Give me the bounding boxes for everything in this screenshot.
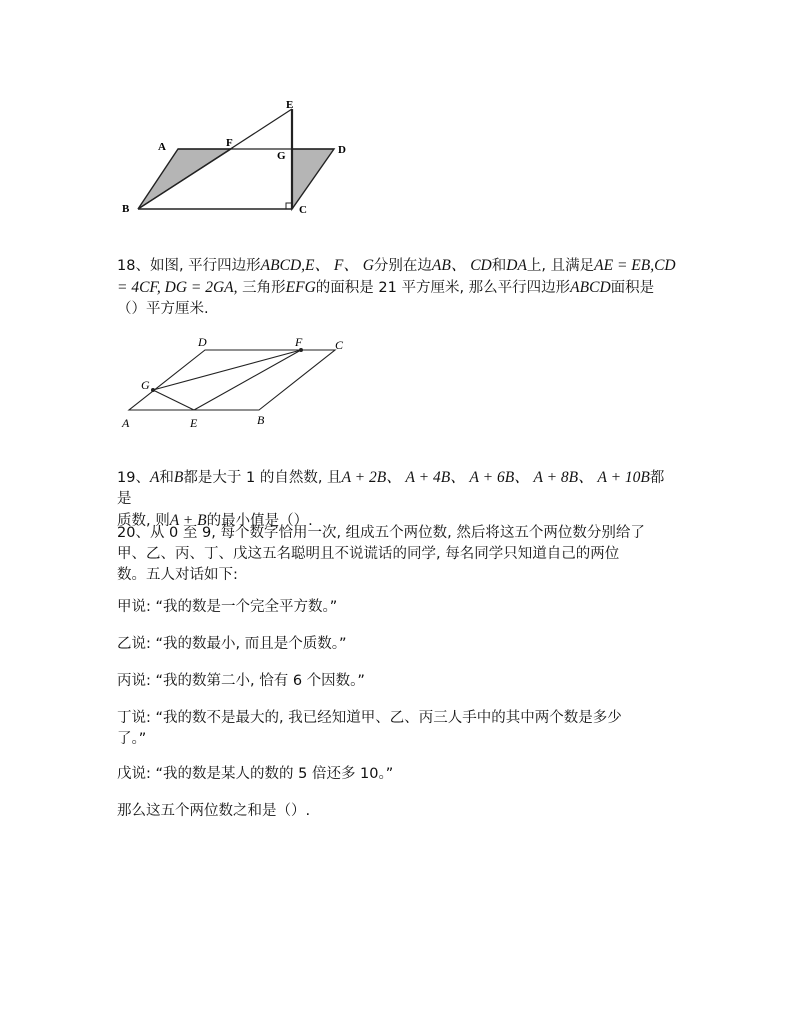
q18-text: （）平方厘米. [117, 301, 209, 317]
q19-text: 都是 [117, 470, 665, 507]
label-a: A [158, 141, 166, 153]
q19-math: B [173, 469, 184, 486]
q19-text: 质数, 则 [117, 513, 170, 529]
q19-text: 都是大于 1 的自然数, 且 [183, 470, 342, 486]
q18-text: 面积是 [610, 280, 655, 296]
question-20-intro: 20、从 0 至 9, 每个数字恰用一次, 组成五个两位数, 然后将这五个两位数分别给了 甲、乙、丙、丁、戊这五名聪明且不说谎话的同学, 每名同学只知道自己的两位 数。五人对话如下: [117, 525, 645, 583]
line-ef [194, 350, 301, 410]
question-20-ask: 那么这五个两位数之和是（）. [117, 803, 311, 819]
q18-text: 三角形 [237, 280, 286, 296]
question-18 [117, 255, 677, 320]
point-g [151, 388, 155, 392]
statement-ding: 丁说: “我的数不是最大的, 我已经知道甲、乙、丙三人手中的其中两个数是多少 了。” [117, 710, 622, 747]
q19-text: 19、 [117, 470, 150, 486]
q18-math: ABCD,E、 F、 G [260, 257, 374, 274]
q18-math: DA [506, 257, 527, 274]
label-b: B [257, 413, 265, 427]
statement-jia: 甲说: “我的数是一个完全平方数。” [117, 599, 338, 615]
q19-text: 和 [159, 470, 174, 486]
label-c: C [299, 204, 307, 216]
q19-math: A + B [169, 512, 207, 529]
line-be [138, 109, 292, 209]
q19-math: A [149, 469, 160, 486]
label-d: D [198, 335, 207, 349]
figure-1 [110, 95, 360, 220]
line-gf [153, 350, 301, 390]
label-e: E [190, 416, 198, 430]
statement-wu: 戊说: “我的数是某人的数的 5 倍还多 10。” [117, 766, 394, 782]
label-f: F [226, 137, 233, 149]
q18-math: EFG [285, 279, 316, 296]
q18-text: 分别在边 [373, 258, 432, 274]
q18-math: = 4CF, DG = 2GA, [117, 279, 238, 296]
q19-math: A + 2B、 A + 4B、 A + 6B、 A + 8B、 A + 10B [341, 469, 650, 486]
figure-2-svg [115, 332, 365, 432]
q18-math: ABCD [570, 279, 611, 296]
q18-text: 上, 且满足 [526, 258, 595, 274]
label-a: A [122, 416, 130, 430]
q18-text: 和 [491, 258, 507, 274]
statement-yi: 乙说: “我的数最小, 而且是个质数。” [117, 636, 347, 652]
q18-text: 18、如图, 平行四边形 [117, 258, 261, 274]
label-d: D [338, 144, 346, 156]
statement-bing: 丙说: “我的数第二小, 恰有 6 个因数。” [117, 673, 365, 689]
shaded-region-right [292, 149, 334, 209]
parallelogram-abcd [129, 350, 335, 410]
label-g: G [141, 378, 150, 392]
figure-1-svg [110, 95, 360, 220]
figure-2 [115, 332, 365, 432]
line-ge [153, 390, 194, 410]
label-c: C [335, 338, 344, 352]
label-g: G [277, 150, 286, 162]
label-b: B [122, 203, 130, 215]
label-f: F [295, 335, 303, 349]
label-e: E [286, 99, 294, 111]
q18-text: 的面积是 21 平方厘米, 那么平行四边形 [315, 280, 571, 296]
q18-math: AB、 CD [431, 257, 492, 274]
q19-text: 的最小值是（）. [206, 513, 313, 529]
q18-math: AE = EB,CD [594, 257, 676, 274]
